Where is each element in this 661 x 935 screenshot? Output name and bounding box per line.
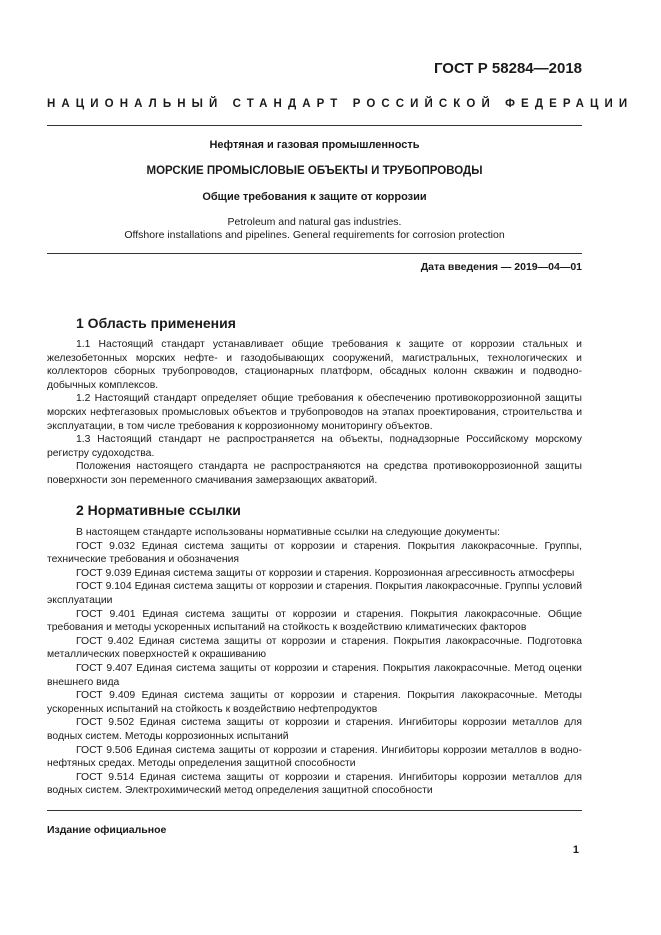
reference-item: ГОСТ 9.104 Единая система защиты от коррозии и старения. Покрытия лакокрасочные. Группы условий эксплуатации — [47, 581, 582, 606]
page-number: 1 — [572, 844, 579, 856]
paragraph: 1.3 Настоящий стандарт не распространяется на объекты, поднадзорные Российскому морскому регистру судоходства. — [47, 434, 582, 459]
subtitle: Общие требования к защите от коррозии — [202, 191, 427, 203]
paragraph: Положения настоящего стандарта не распространяются на средства противокоррозионной защиты поверхности зон переменного смачивания замерзающих акваторий. — [47, 461, 582, 486]
section-heading-normative-references: 2 Нормативные ссылки — [76, 502, 241, 518]
reference-item: ГОСТ 9.401 Единая система защиты от коррозии и старения. Покрытия лакокрасочные. Общие требования и методы ускоренных испытаний на стойкость к воздействию климатических факторов — [47, 608, 582, 634]
main-title: МОРСКИЕ ПРОМЫСЛОВЫЕ ОБЪЕКТЫ И ТРУБОПРОВОДЫ — [146, 165, 483, 177]
top-divider — [47, 125, 582, 126]
paragraph: 1.2 Настоящий стандарт определяет общие требования к обеспечению противокоррозионной защиты морских нефтегазовых промысловых объектов и трубопроводов на этапах проектирования, строительства и эксплуатации, в том числе требования к коррозионному мониторингу объектов. — [47, 393, 582, 432]
footer-divider — [47, 810, 582, 811]
reference-item: ГОСТ 9.402 Единая система защиты от коррозии и старения. Покрытия лакокрасочные. Подготовка металлических поверхностей к окрашиванию — [47, 635, 582, 661]
section-heading-scope: 1 Область применения — [76, 315, 236, 331]
reference-item: ГОСТ 9.409 Единая система защиты от коррозии и старения. Покрытия лакокрасочные. Методы ускоренных испытаний на стойкость к воздействию нефтепродуктов — [47, 690, 582, 715]
reference-item: ГОСТ 9.502 Единая система защиты от коррозии и старения. Ингибиторы коррозии металлов для водных систем. Методы коррозионных испытаний — [47, 717, 582, 742]
title-divider — [47, 253, 582, 254]
national-standard-banner: НАЦИОНАЛЬНЫЙ СТАНДАРТ РОССИЙСКОЙ ФЕДЕРАЦИИ — [47, 98, 634, 110]
industry-title: Нефтяная и газовая промышленность — [209, 139, 420, 151]
standard-number: ГОСТ Р 58284—2018 — [433, 60, 582, 77]
english-title-line-1: Petroleum and natural gas industries. — [227, 216, 402, 228]
reference-item: ГОСТ 9.514 Единая система защиты от коррозии и старения. Ингибиторы коррозии металлов для водных систем. Электрохимический метод определения защитной способности — [47, 771, 582, 797]
scope-text — [47, 338, 582, 488]
paragraph: 1.1 Настоящий стандарт устанавливает общие требования к защите от коррозии стальных и железобетонных морских нефте- и газодобывающих сооружений, магистральных, технологических и коллекторов сборных трубопроводов, стационарных платформ, обсадных колонн скважин и подводно-добычных комплексов. — [47, 339, 582, 391]
reference-item: ГОСТ 9.032 Единая система защиты от коррозии и старения. Покрытия лакокрасочные. Группы, технические требования и обозначения — [47, 540, 582, 566]
edition-label: Издание официальное — [47, 824, 167, 836]
reference-item: ГОСТ 9.039 Единая система защиты от коррозии и старения. Коррозионная агрессивность атмосферы — [76, 567, 575, 579]
english-title-line-2: Offshore installations and pipelines. General requirements for corrosion protection — [124, 229, 505, 241]
reference-item: ГОСТ 9.506 Единая система защиты от коррозии и старения. Ингибиторы коррозии металлов в водно-нефтяных средах. Методы определения защитной способности — [47, 744, 582, 770]
introduction-date: Дата введения — 2019—04—01 — [420, 261, 582, 273]
paragraph: В настоящем стандарте использованы нормативные ссылки на следующие документы: — [76, 527, 500, 538]
reference-item: ГОСТ 9.407 Единая система защиты от коррозии и старения. Покрытия лакокрасочные. Метод оценки внешнего вида — [47, 662, 582, 688]
normative-references-text — [47, 526, 582, 798]
